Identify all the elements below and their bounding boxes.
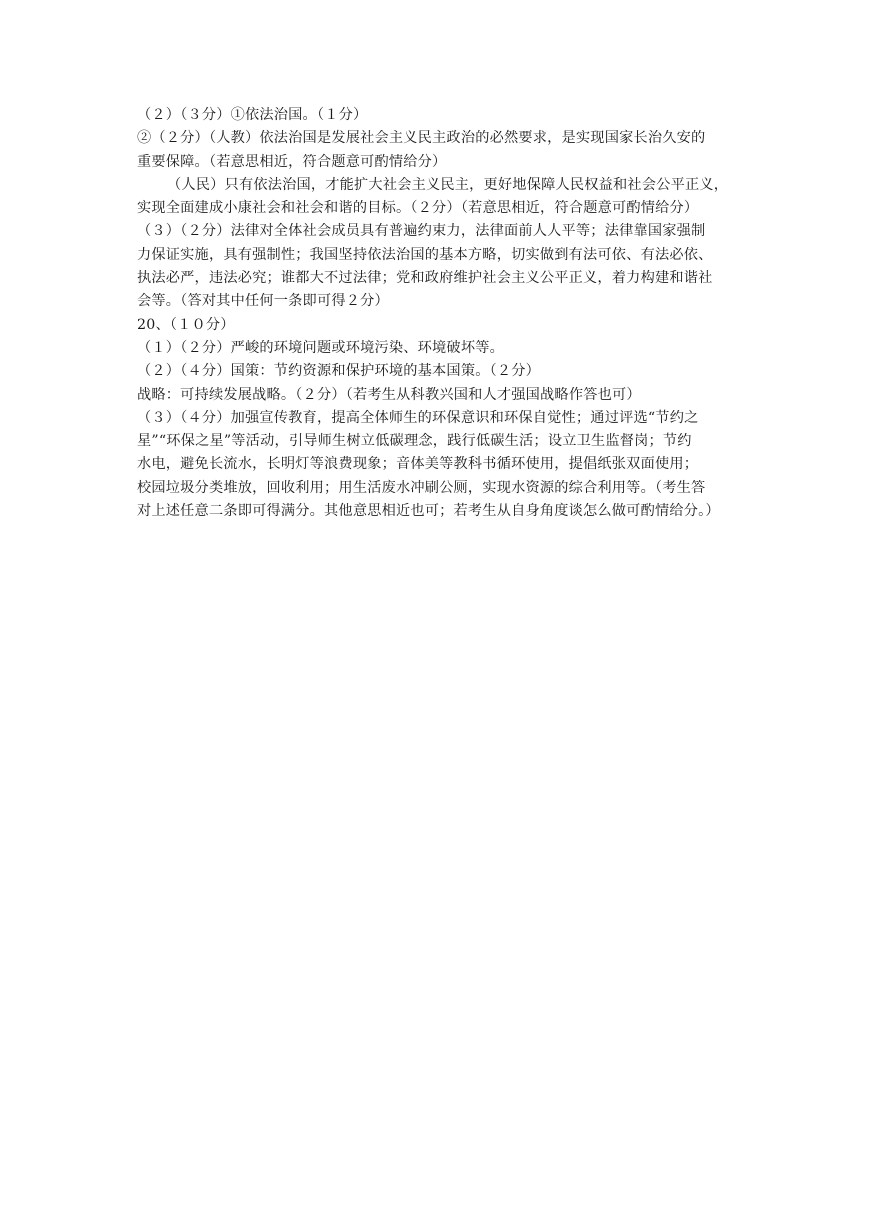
text-line: （２）（４分）国策：节约资源和保护环境的基本国策。（２分） <box>137 363 541 380</box>
text-line: 实现全面建成小康社会和社会和谐的目标。（２分）（若意思相近，符合题意可酌情给分） <box>137 200 699 217</box>
text-line: 对上述任意二条即可得满分。其他意思相近也可；若考生从自身角度谈怎么做可酌情给分。） <box>137 503 720 520</box>
text-line: 执法必严，违法必究；谁都大不过法律；党和政府维护社会主义公平正义，着力构建和谐社 <box>137 270 713 287</box>
text-line: 水电，避免长流水，长明灯等浪费现象；音体美等教科书循环使用，提倡纸张双面使用； <box>137 456 699 473</box>
text-line: 战略：可持续发展战略。（２分）（若考生从科教兴国和人才强国战略作答也可） <box>137 386 641 403</box>
text-line: 会等。（答对其中任何一条即可得２分） <box>137 293 389 310</box>
answer-text-block <box>137 104 742 523</box>
text-line: （３）（２分）法律对全体社会成员具有普遍约束力，法律面前人人平等；法律靠国家强制 <box>137 223 706 240</box>
question-number: 20、（１０分） <box>137 316 235 333</box>
text-line: 星”“环保之星”等活动，引导师生树立低碳理念，践行低碳生活；设立卫生监督岗；节约 <box>137 433 692 450</box>
text-line: （１）（２分）严峻的环境问题或环境污染、环境破坏等。 <box>137 339 504 356</box>
text-line: 力保证实施，具有强制性；我国坚持依法治国的基本方略，切实做到有法可依、有法必依、 <box>137 246 713 263</box>
text-line: 重要保障。（若意思相近，符合题意可酌情给分） <box>137 153 447 170</box>
text-line: （２）（３分）①依法治国。（１分） <box>137 107 368 123</box>
text-line: （人民）只有依法治国，才能扩大社会主义民主，更好地保障人民权益和社会公平正义， <box>167 176 729 193</box>
text-line: （３）（４分）加强宣传教育，提高全体师生的环保意识和环保自觉性；通过评选“节约之 <box>137 409 699 426</box>
text-line: 校园垃圾分类堆放，回收利用；用生活废水冲刷公厕，实现水资源的综合利用等。（考生答 <box>137 479 706 496</box>
text-line: ②（２分）（人教）依法治国是发展社会主义民主政治的必然要求，是实现国家长治久安的 <box>137 130 706 147</box>
